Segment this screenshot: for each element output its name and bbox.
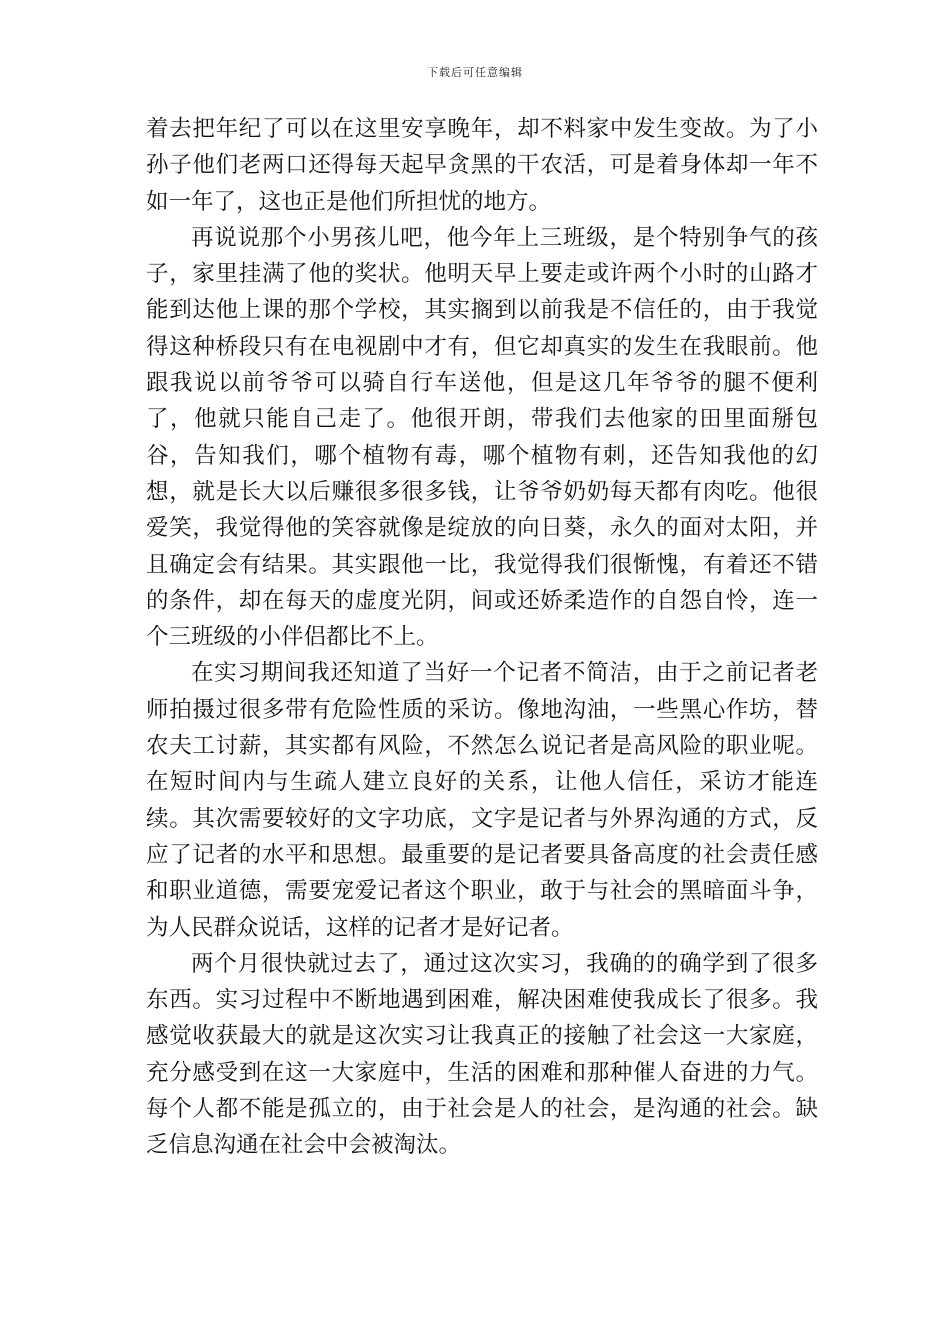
paragraph-conclusion: 两个月很快就过去了，通过这次实习，我确的的确学到了很多东西。实习过程中不断地遇到困难，解决困难使我成长了很多。我感觉收获最大的就是这次实习让我真正的接触了社会这一大家庭，充分感受到在这一大家庭中，生活的困难和那种催人奋进的力气。每个人都不能是孤立的，由于社会是人的社会，是沟通的社会。缺乏信息沟通在社会中会被淘汰。 bbox=[146, 950, 818, 1159]
document-body bbox=[146, 111, 818, 1164]
page-header: 下载后可任意编辑 bbox=[427, 66, 523, 79]
paragraph-journalist: 在实习期间我还知道了当好一个记者不简洁，由于之前记者老师拍摄过很多带有危险性质的采访。像地沟油，一些黑心作坊，替农夫工讨薪，其实都有风险，不然怎么说记者是高风险的职业呢。在短时间内与生疏人建立良好的关系，让他人信任，采访才能连续。其次需要较好的文字功底，文字是记者与外界沟通的方式，反应了记者的水平和思想。最重要的是记者要具备高度的社会责任感和职业道德，需要宠爱记者这个职业，敢于与社会的黑暗面斗争，为人民群众说话，这样的记者才是好记者。 bbox=[146, 660, 818, 941]
paragraph-continuation: 着去把年纪了可以在这里安享晚年，却不料家中发生变故。为了小孙子他们老两口还得每天起早贪黑的干农活，可是着身体却一年不如一年了，这也正是他们所担忧的地方。 bbox=[146, 116, 818, 215]
paragraph-boy: 再说说那个小男孩儿吧，他今年上三班级，是个特别争气的孩子，家里挂满了他的奖状。他明天早上要走或许两个小时的山路才能到达他上课的那个学校，其实搁到以前我是不信任的，由于我觉得这种桥段只有在电视剧中才有，但它却真实的发生在我眼前。他跟我说以前爷爷可以骑自行车送他，但是这几年爷爷的腿不便利了，他就只能自己走了。他很开朗，带我们去他家的田里面掰包谷，告知我们，哪个植物有毒，哪个植物有刺，还告知我他的幻想，就是长大以后赚很多很多钱，让爷爷奶奶每天都有肉吃。他很爱笑，我觉得他的笑容就像是绽放的向日葵，永久的面对太阳，并且确定会有结果。其实跟他一比，我觉得我们很惭愧，有着还不错的条件，却在每天的虚度光阴，间或还娇柔造作的自怨自怜，连一个三班级的小伴侣都比不上。 bbox=[146, 224, 818, 651]
